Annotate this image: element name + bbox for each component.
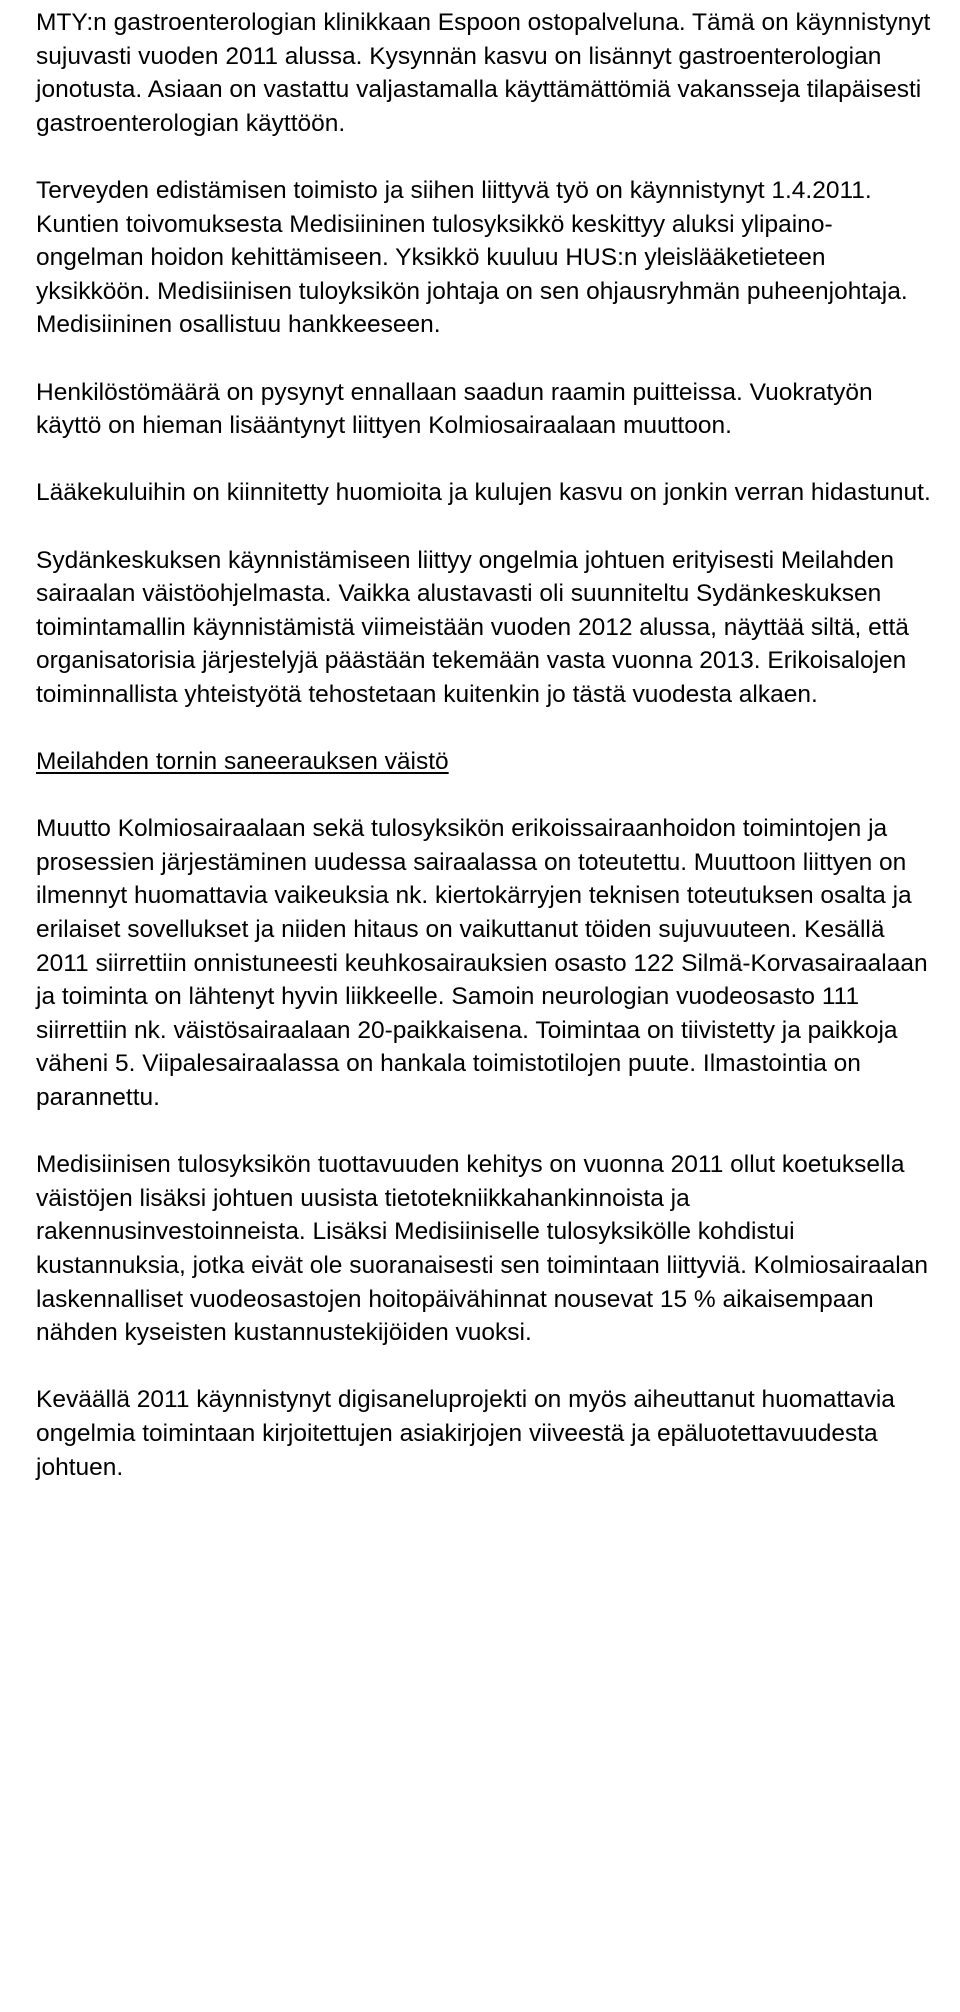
paragraph-tuottavuus: Medisiinisen tulosyksikön tuottavuuden kehitys on vuonna 2011 ollut koetuksella väistöjen lisäksi johtuen uusista tietotekniikkahankinnoista ja rakennusinvestoinneista. Lisäksi Medisiiniselle tulosyksikölle kohdistui kustannuksia, jotka eivät ole suoranaisesti sen toimintaan liittyviä. Kolmiosairaalan laskennalliset vuodeosastojen hoitopäivähinnat nousevat 15 % aikaisempaan nähden kyseisten kustannustekijöiden vuoksi. xyxy=(36,1151,928,1347)
section-heading: Meilahden tornin saneerauksen väistö xyxy=(36,748,449,776)
paragraph-muutto: Muutto Kolmiosairaalaan sekä tulosyksikön erikoissairaanhoidon toimintojen ja prosessien järjestäminen uudessa sairaalassa on toteutettu. Muuttoon liittyen on ilmennyt huomattavia vaikeuksia nk. kiertokärryjen teknisen toteutuksen osalta ja erilaiset sovellukset ja niiden hitaus on vaikuttanut töiden sujuvuuteen. Kesällä 2011 siirrettiin onnistuneesti keuhkosairauksien osasto 122 Silmä-Korvasairaalaan ja toiminta on lähtenyt hyvin liikkeelle. Samoin neurologian vuodeosasto 111 siirrettiin nk. väistösairaalaan 20-paikkaisena. Toimintaa on tiivistetty ja paikkoja väheni 5. Viipalesairaalassa on hankala toimistotilojen puute. Ilmastointia on parannettu. xyxy=(36,815,928,1111)
paragraph-henkilostomaara: Henkilöstömäärä on pysynyt ennallaan saadun raamin puitteissa. Vuokratyön käyttö on hieman lisääntynyt liittyen Kolmiosairaalaan muuttoon. xyxy=(36,378,873,440)
document-page xyxy=(36,6,936,1518)
paragraph-terveyden-edistaminen: Terveyden edistämisen toimisto ja siihen liittyvä työ on käynnistynyt 1.4.2011. Kuntien toivomuksesta Medisiininen tulosyksikkö keskittyy aluksi ylipaino-ongelman hoidon kehittämiseen. Yksikkö kuuluu HUS:n yleislääketieteen yksikköön. Medisiinisen tuloyksikön johtaja on sen ohjausryhmän puheenjohtaja. Medisiininen osallistuu hankkeeseen. xyxy=(36,176,908,339)
paragraph-laakekulut: Lääkekuluihin on kiinnitetty huomioita ja kulujen kasvu on jonkin verran hidastunut. xyxy=(36,479,931,507)
paragraph-ostopalvelu: MTY:n gastroenterologian klinikkaan Espoon ostopalveluna. Tämä on käynnistynyt sujuvasti vuoden 2011 alussa. Kysynnän kasvu on lisännyt gastroenterologian jonotusta. Asiaan on vastattu valjastamalla käyttämättömiä vakansseja tilapäisesti gastroenterologian käyttöön. xyxy=(36,9,931,137)
paragraph-digisanelu: Keväällä 2011 käynnistynyt digisaneluprojekti on myös aiheuttanut huomattavia ongelmia toimintaan kirjoitettujen asiakirjojen viiveestä ja epäluotettavuudesta johtuen. xyxy=(36,1386,895,1481)
paragraph-sydankeskus: Sydänkeskuksen käynnistämiseen liittyy ongelmia johtuen erityisesti Meilahden sairaalan väistöohjelmasta. Vaikka alustavasti oli suunniteltu Sydänkeskuksen toimintamallin käynnistämistä viimeistään vuoden 2012 alussa, näyttää siltä, että organisatorisia järjestelyjä päästään tekemään vasta vuonna 2013. Erikoisalojen toiminnallista yhteistyötä tehostetaan kuitenkin jo tästä vuodesta alkaen. xyxy=(36,546,909,708)
